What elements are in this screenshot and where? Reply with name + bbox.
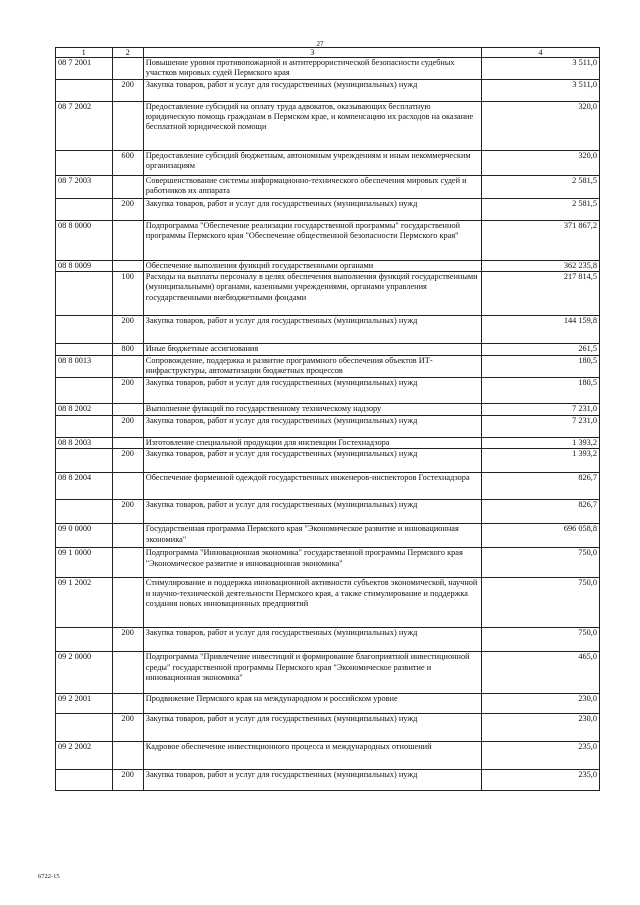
table-row xyxy=(56,473,600,500)
row-expense-type xyxy=(112,404,143,416)
table-row xyxy=(56,416,600,438)
column-header-2: 2 xyxy=(112,48,143,58)
table-row xyxy=(56,578,600,628)
row-amount: 235,0 xyxy=(481,770,599,791)
row-code: 08 8 2004 xyxy=(56,473,113,500)
row-amount: 144 159,8 xyxy=(481,316,599,344)
row-code xyxy=(56,199,113,221)
row-expense-type xyxy=(112,176,143,199)
row-amount: 750,0 xyxy=(481,548,599,578)
row-expense-type: 200 xyxy=(112,500,143,524)
table-row xyxy=(56,344,600,356)
row-name: Государственная программа Пермского края "Экономическое развитие и инновационная экономика" xyxy=(143,524,481,548)
row-expense-type: 600 xyxy=(112,151,143,176)
footer-code: 6722-15 xyxy=(38,873,60,880)
row-expense-type xyxy=(112,652,143,694)
row-code: 09 2 2001 xyxy=(56,694,113,714)
page-number: 27 xyxy=(316,40,324,48)
row-name: Закупка товаров, работ и услуг для государственных (муниципальных) нужд xyxy=(143,416,481,438)
header-row xyxy=(56,48,600,58)
table-row xyxy=(56,80,600,102)
row-code xyxy=(56,316,113,344)
row-expense-type xyxy=(112,473,143,500)
row-expense-type: 200 xyxy=(112,316,143,344)
row-amount: 7 231,0 xyxy=(481,416,599,438)
row-amount: 7 231,0 xyxy=(481,404,599,416)
row-name: Закупка товаров, работ и услуг для государственных (муниципальных) нужд xyxy=(143,80,481,102)
row-name: Обеспечение выполнения функций государственными органами xyxy=(143,261,481,272)
table-row xyxy=(56,714,600,742)
row-amount: 3 511,0 xyxy=(481,58,599,80)
row-amount: 180,5 xyxy=(481,378,599,404)
row-name: Закупка товаров, работ и услуг для государственных (муниципальных) нужд xyxy=(143,628,481,652)
table-row xyxy=(56,548,600,578)
row-amount: 320,0 xyxy=(481,151,599,176)
row-amount: 1 393,2 xyxy=(481,438,599,449)
table-row xyxy=(56,770,600,791)
row-code xyxy=(56,449,113,473)
row-expense-type: 100 xyxy=(112,272,143,316)
row-expense-type: 200 xyxy=(112,449,143,473)
row-code: 08 8 0013 xyxy=(56,356,113,378)
row-name: Предоставление субсидий бюджетным, автономным учреждениям и иным некоммерческим организациям xyxy=(143,151,481,176)
row-amount: 362 235,8 xyxy=(481,261,599,272)
row-amount: 217 814,5 xyxy=(481,272,599,316)
row-code: 08 7 2003 xyxy=(56,176,113,199)
table-row xyxy=(56,176,600,199)
row-amount: 320,0 xyxy=(481,102,599,151)
table-row xyxy=(56,316,600,344)
row-code: 08 8 2002 xyxy=(56,404,113,416)
table-row xyxy=(56,102,600,151)
row-name: Подпрограмма "Инновационная экономика" государственной программы Пермского края "Экономическое развитие и инновационная экономика" xyxy=(143,548,481,578)
budget-table-body xyxy=(56,48,600,791)
table-row xyxy=(56,151,600,176)
table-row xyxy=(56,628,600,652)
row-expense-type xyxy=(112,58,143,80)
row-name: Закупка товаров, работ и услуг для государственных (муниципальных) нужд xyxy=(143,770,481,791)
row-expense-type xyxy=(112,438,143,449)
row-name: Закупка товаров, работ и услуг для государственных (муниципальных) нужд xyxy=(143,500,481,524)
row-code: 08 7 2002 xyxy=(56,102,113,151)
row-amount: 180,5 xyxy=(481,356,599,378)
column-header-1: 1 xyxy=(56,48,113,58)
row-amount: 750,0 xyxy=(481,578,599,628)
table-row xyxy=(56,652,600,694)
table-row xyxy=(56,694,600,714)
row-expense-type: 200 xyxy=(112,378,143,404)
row-code xyxy=(56,714,113,742)
row-name: Подпрограмма "Привлечение инвестиций и формирование благоприятной инвестиционной среды" государственной программы Пермского края "Экономическое развитие и инновационная экономика" xyxy=(143,652,481,694)
row-name: Стимулирование и поддержка инновационной активности субъектов экономической, научной и научно-технической деятельности Пермского края, а также стимулирование и поддержка создания новых инновационных предприятий xyxy=(143,578,481,628)
row-amount: 261,5 xyxy=(481,344,599,356)
table-row xyxy=(56,438,600,449)
row-code xyxy=(56,500,113,524)
row-code xyxy=(56,80,113,102)
row-amount: 826,7 xyxy=(481,500,599,524)
row-code xyxy=(56,151,113,176)
row-name: Иные бюджетные ассигнования xyxy=(143,344,481,356)
table-row xyxy=(56,199,600,221)
row-name: Продвижение Пермского края на международном и российском уровне xyxy=(143,694,481,714)
row-name: Обеспечение форменной одеждой государственных инженеров-инспекторов Гостехнадзора xyxy=(143,473,481,500)
row-name: Расходы на выплаты персоналу в целях обеспечения выполнения функций государственными (муниципальными) органами, казенными учреждениями, органами управления государственными внебюджетными фондами xyxy=(143,272,481,316)
table-row xyxy=(56,742,600,770)
row-code: 08 8 0000 xyxy=(56,221,113,261)
table-row xyxy=(56,261,600,272)
table-row xyxy=(56,524,600,548)
row-code xyxy=(56,344,113,356)
row-amount: 465,0 xyxy=(481,652,599,694)
row-amount: 230,0 xyxy=(481,714,599,742)
row-code xyxy=(56,272,113,316)
row-expense-type: 200 xyxy=(112,199,143,221)
row-name: Повышение уровня противопожарной и антитеррористической безопасности судебных участков мировых судей Пермского края xyxy=(143,58,481,80)
table-row xyxy=(56,356,600,378)
row-expense-type xyxy=(112,356,143,378)
row-expense-type xyxy=(112,694,143,714)
row-name: Совершенствование системы информационно-технического обеспечения мировых судей и работников их аппарата xyxy=(143,176,481,199)
row-name: Закупка товаров, работ и услуг для государственных (муниципальных) нужд xyxy=(143,316,481,344)
row-name: Закупка товаров, работ и услуг для государственных (муниципальных) нужд xyxy=(143,714,481,742)
row-expense-type xyxy=(112,102,143,151)
column-header-4: 4 xyxy=(481,48,599,58)
row-expense-type: 200 xyxy=(112,714,143,742)
row-code: 09 1 2002 xyxy=(56,578,113,628)
table-row xyxy=(56,500,600,524)
row-amount: 1 393,2 xyxy=(481,449,599,473)
row-code xyxy=(56,378,113,404)
row-amount: 2 581,5 xyxy=(481,199,599,221)
row-expense-type: 200 xyxy=(112,628,143,652)
row-expense-type xyxy=(112,578,143,628)
row-amount: 371 867,2 xyxy=(481,221,599,261)
table-row xyxy=(56,221,600,261)
table-row xyxy=(56,58,600,80)
row-expense-type xyxy=(112,742,143,770)
row-name: Предоставление субсидий на оплату труда адвокатов, оказывающих бесплатную юридическую помощь гражданам в Пермском крае, и компенсацию их расходов на оказание бесплатной юридической помощи xyxy=(143,102,481,151)
row-amount: 235,0 xyxy=(481,742,599,770)
row-amount: 230,0 xyxy=(481,694,599,714)
row-code: 08 8 0009 xyxy=(56,261,113,272)
row-amount: 750,0 xyxy=(481,628,599,652)
row-expense-type: 800 xyxy=(112,344,143,356)
row-code xyxy=(56,628,113,652)
table-row xyxy=(56,404,600,416)
row-code: 09 2 0000 xyxy=(56,652,113,694)
row-name: Выполнение функций по государственному техническому надзору xyxy=(143,404,481,416)
row-code: 09 2 2002 xyxy=(56,742,113,770)
row-name: Изготовление специальной продукции для инспекции Гостехнадзора xyxy=(143,438,481,449)
table-row xyxy=(56,378,600,404)
column-header-3: 3 xyxy=(143,48,481,58)
row-code: 08 7 2001 xyxy=(56,58,113,80)
row-code: 09 1 0000 xyxy=(56,548,113,578)
row-expense-type: 200 xyxy=(112,80,143,102)
row-code: 09 0 0000 xyxy=(56,524,113,548)
row-expense-type: 200 xyxy=(112,770,143,791)
row-amount: 826,7 xyxy=(481,473,599,500)
row-expense-type xyxy=(112,548,143,578)
table-row xyxy=(56,272,600,316)
row-expense-type: 200 xyxy=(112,416,143,438)
row-expense-type xyxy=(112,261,143,272)
row-code xyxy=(56,770,113,791)
row-amount: 2 581,5 xyxy=(481,176,599,199)
row-name: Закупка товаров, работ и услуг для государственных (муниципальных) нужд xyxy=(143,199,481,221)
row-name: Закупка товаров, работ и услуг для государственных (муниципальных) нужд xyxy=(143,449,481,473)
row-name: Кадровое обеспечение инвестиционного процесса и международных отношений xyxy=(143,742,481,770)
row-name: Сопровождение, поддержка и развитие программного обеспечения объектов ИТ-инфраструктуры, автоматизации бюджетных процессов xyxy=(143,356,481,378)
row-expense-type xyxy=(112,221,143,261)
table-row xyxy=(56,449,600,473)
row-amount: 3 511,0 xyxy=(481,80,599,102)
row-expense-type xyxy=(112,524,143,548)
row-name: Подпрограмма "Обеспечение реализации государственной программы" государственной программы Пермского края "Обеспечение общественной безопасности Пермского края" xyxy=(143,221,481,261)
row-code: 08 8 2003 xyxy=(56,438,113,449)
row-amount: 696 058,8 xyxy=(481,524,599,548)
row-code xyxy=(56,416,113,438)
budget-table xyxy=(55,47,600,791)
row-name: Закупка товаров, работ и услуг для государственных (муниципальных) нужд xyxy=(143,378,481,404)
